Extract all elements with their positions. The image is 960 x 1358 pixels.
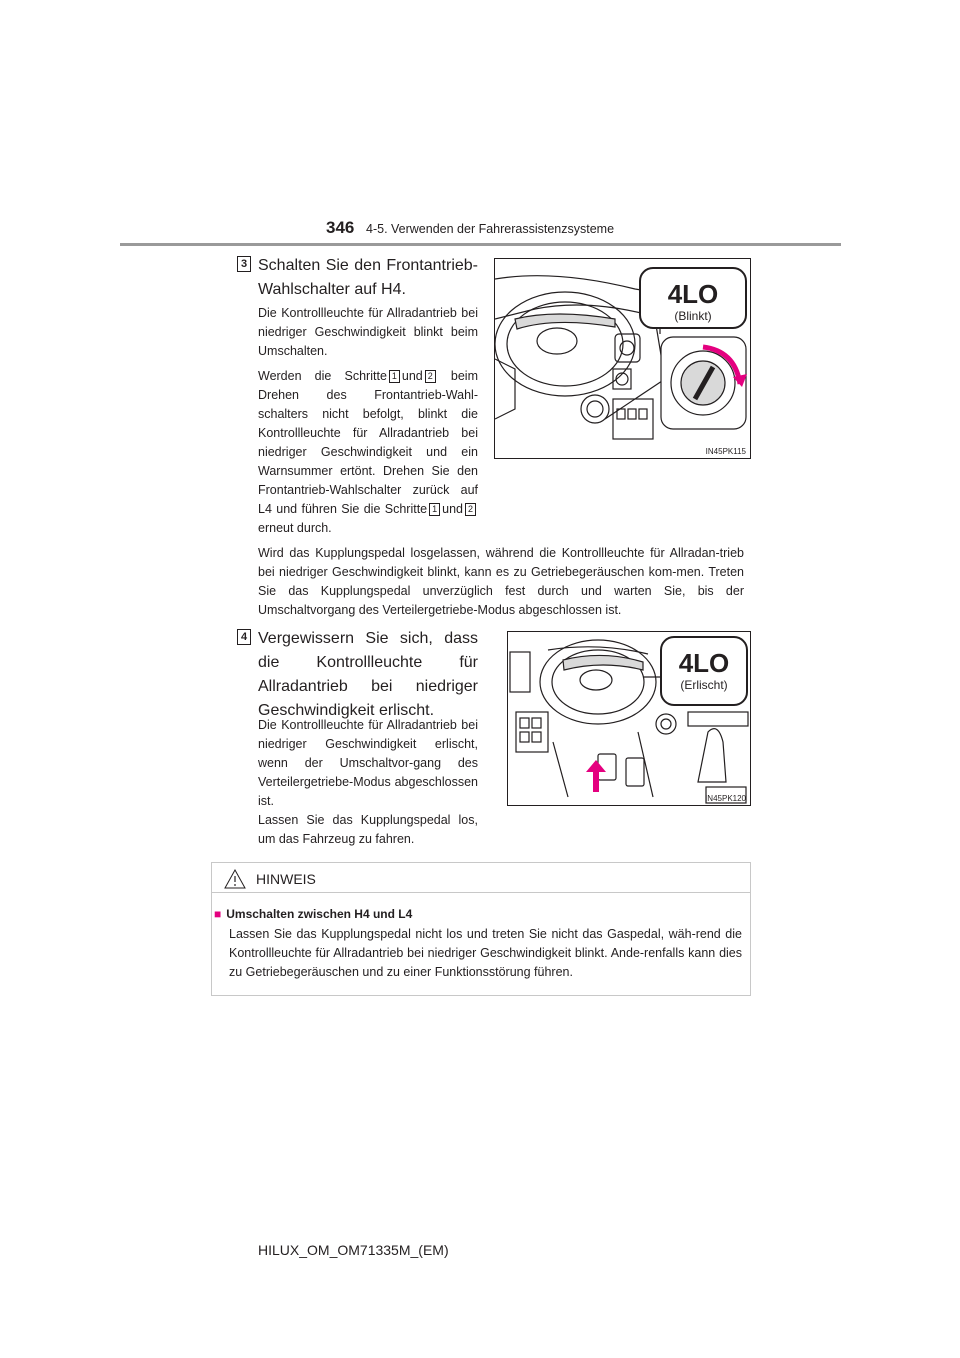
step-ref-1: 1 [389, 370, 400, 383]
manual-id: HILUX_OM_OM71335M_(EM) [258, 1242, 449, 1258]
illustration-code: IN45PK120 [705, 794, 746, 803]
header-divider [120, 243, 841, 246]
page-number: 346 [326, 218, 355, 237]
notice-subheading-text: Umschalten zwischen H4 und L4 [226, 907, 413, 921]
step3-body [258, 304, 478, 544]
warning-triangle-icon [224, 869, 246, 889]
step3-heading: Schalten Sie den Frontantrieb-Wahlschalter auf H4. [258, 257, 478, 298]
step-ref-2b: 2 [465, 503, 476, 516]
step3-para2-b: beim Drehen des Frontantrieb-Wahl-schalters nicht befolgt, blinkt die Kontrollleuchte für Allradantrieb bei niedriger Geschwindigkeit und ein Warnsummer ertönt. Drehen Sie den Frontantrieb-Wahlschalter zurück auf L4 und führen Sie die Schritte [258, 369, 478, 516]
indicator-callout-blinking [639, 267, 747, 329]
notice-box [211, 862, 751, 996]
step4-para1: Die Kontrollleuchte für Allradantrieb bei niedriger Geschwindigkeit erlischt, wenn der Umschaltvor-gang des Verteilergetriebe-Modus abgeschlossen ist. [258, 718, 478, 808]
step-number-4: 4 [237, 629, 251, 645]
notice-title: HINWEIS [256, 871, 316, 887]
section-title: 4-5. Verwenden der Fahrerassistenzsysteme [366, 222, 615, 236]
step-ref-2: 2 [425, 370, 436, 383]
illustration-4lo-off [507, 631, 751, 806]
step3-para1: Die Kontrollleuchte für Allradantrieb bei niedriger Geschwindigkeit blinkt beim Umschalten. [258, 306, 478, 358]
illustration-4lo-blinking [494, 258, 751, 459]
indicator-state: (Erlischt) [680, 678, 728, 692]
step3-para2-and2: und [442, 502, 463, 516]
step3-para2 [258, 367, 478, 538]
step4-body [258, 716, 478, 855]
step-ref-1b: 1 [429, 503, 440, 516]
step3-para2-a: Werden die Schritte [258, 369, 387, 383]
step4-para2: Lassen Sie das Kupplungspedal los, um das Fahrzeug zu fahren. [258, 813, 478, 846]
notice-subheading [214, 907, 412, 921]
indicator-label: 4LO [667, 279, 719, 309]
step3-para2-and: und [401, 369, 423, 383]
indicator-state: (Blinkt) [674, 309, 712, 323]
indicator-callout-off [660, 636, 748, 706]
step-number-3: 3 [237, 256, 251, 272]
step4-heading: Vergewissern Sie sich, dass die Kontrollleuchte für Allradantrieb bei niedriger Geschwindigkeit erlischt. [258, 630, 478, 719]
step3-para2-c: erneut durch. [258, 521, 332, 535]
illustration-code: IN45PK115 [705, 447, 746, 456]
notice-header [212, 863, 750, 893]
indicator-label: 4LO [678, 648, 730, 678]
notice-text: Lassen Sie das Kupplungspedal nicht los und treten Sie nicht das Gaspedal, wäh-rend die Kontrollleuchte für Allradantrieb bei niedriger Geschwindigkeit blinkt. Ande-renfalls kann dies zu Getriebegeräuschen und zu einer Funktionsstörung führen. [229, 927, 742, 979]
clutch-warning-paragraph: Wird das Kupplungspedal losgelassen, während die Kontrollleuchte für Allradan-trieb bei niedriger Geschwindigkeit blinkt, kann es zu Getriebegeräuschen kom-men. Treten Sie das Kupplungspedal unverzüglich fest durch und warten Sie, bis der Umschaltvorgang des Verteilergetriebe-Modus abgeschlossen ist. [258, 546, 744, 617]
notice-bullet: ■ [214, 907, 222, 921]
